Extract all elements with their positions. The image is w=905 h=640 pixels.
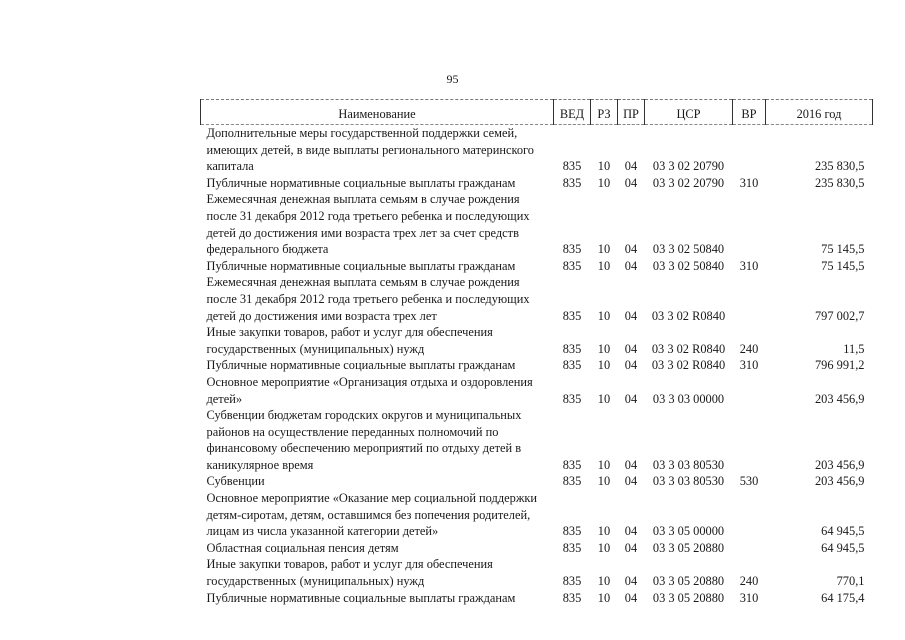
cell-vr: 240	[739, 341, 759, 356]
cell-ved: 835	[562, 391, 582, 406]
cell-rz: 10	[597, 159, 611, 174]
cell-ved: 835	[562, 574, 582, 589]
table-row	[201, 175, 873, 192]
cell-name: Ежемесячная денежная выплата семьям в случае рождения после 31 декабря 2012 года третьего ребенка и последующих детей до достижения ими возраста трех лет за счет средств федерального бюджета	[206, 192, 530, 257]
cell-ved: 835	[562, 159, 582, 174]
cell-ved: 835	[562, 358, 582, 373]
table-body	[201, 125, 873, 607]
cell-rz: 10	[597, 358, 611, 373]
cell-csr: 03 3 02 50840	[652, 258, 725, 273]
cell-csr: 03 3 02 R0840	[651, 308, 726, 323]
budget-table	[200, 99, 873, 606]
cell-name: Областная социальная пенсия детям	[206, 540, 399, 555]
cell-csr: 03 3 02 R0840	[651, 341, 726, 356]
cell-sum: 64 175,4	[821, 590, 865, 605]
cell-pr: 04	[624, 524, 638, 539]
cell-ved: 835	[562, 258, 582, 273]
header-csr: ЦСР	[645, 100, 733, 125]
table-row	[201, 556, 873, 589]
cell-vr: 240	[739, 574, 759, 589]
cell-vr: 310	[739, 590, 759, 605]
cell-ved: 835	[562, 457, 582, 472]
cell-rz: 10	[597, 540, 611, 555]
cell-sum: 203 456,9	[814, 474, 865, 489]
cell-vr: 310	[739, 175, 759, 190]
cell-name: Субвенции бюджетам городских округов и муниципальных районов на осуществление переданных полномочий по финансовому обеспечению мероприятий по отдыху детей в каникулярное время	[206, 408, 522, 472]
cell-sum: 797 002,7	[814, 308, 865, 323]
cell-ved: 835	[562, 341, 582, 356]
table-row	[201, 374, 873, 407]
cell-rz: 10	[597, 474, 611, 489]
cell-ved: 835	[562, 524, 582, 539]
cell-vr	[733, 490, 766, 540]
cell-ved: 835	[562, 175, 582, 190]
cell-sum: 203 456,9	[814, 457, 865, 472]
cell-pr: 04	[624, 540, 638, 555]
cell-name: Ежемесячная денежная выплата семьям в случае рождения после 31 декабря 2012 года третьего ребенка и последующих детей до достижения ими возраста трех лет	[206, 275, 530, 323]
cell-rz: 10	[597, 391, 611, 406]
cell-vr	[733, 540, 766, 557]
cell-pr: 04	[624, 242, 638, 257]
cell-csr: 03 3 05 20880	[652, 540, 725, 555]
cell-name: Иные закупки товаров, работ и услуг для обеспечения государственных (муниципальных) нужд	[206, 325, 493, 356]
cell-name: Дополнительные меры государственной поддержки семей, имеющих детей, в виде выплаты регионального материнского капитала	[206, 126, 535, 174]
cell-pr: 04	[624, 474, 638, 489]
table-row	[201, 191, 873, 257]
cell-name: Субвенции	[206, 474, 265, 489]
cell-rz: 10	[597, 574, 611, 589]
cell-ved: 835	[562, 540, 582, 555]
header-pr: ПР	[618, 100, 645, 125]
cell-name: Публичные нормативные социальные выплаты гражданам	[206, 590, 516, 605]
cell-ved: 835	[562, 308, 582, 323]
cell-csr: 03 3 05 00000	[652, 524, 725, 539]
cell-vr	[733, 374, 766, 407]
cell-vr	[733, 191, 766, 257]
cell-rz: 10	[597, 524, 611, 539]
table-row	[201, 258, 873, 275]
page-number: 95	[446, 72, 459, 86]
table-row	[201, 540, 873, 557]
cell-vr	[733, 125, 766, 175]
cell-vr	[733, 407, 766, 473]
header-ved: ВЕД	[554, 100, 591, 125]
cell-name: Публичные нормативные социальные выплаты гражданам	[206, 175, 516, 190]
table-row	[201, 473, 873, 490]
cell-rz: 10	[597, 341, 611, 356]
cell-rz: 10	[597, 258, 611, 273]
cell-sum: 235 830,5	[814, 175, 865, 190]
cell-vr: 310	[739, 358, 759, 373]
cell-pr: 04	[624, 308, 638, 323]
cell-vr	[733, 274, 766, 324]
cell-rz: 10	[597, 308, 611, 323]
cell-rz: 10	[597, 175, 611, 190]
cell-csr: 03 3 05 20880	[652, 574, 725, 589]
cell-sum: 11,5	[843, 341, 865, 356]
cell-sum: 75 145,5	[821, 258, 865, 273]
header-rz: РЗ	[591, 100, 618, 125]
cell-sum: 796 991,2	[814, 358, 865, 373]
cell-sum: 64 945,5	[821, 540, 865, 555]
cell-rz: 10	[597, 457, 611, 472]
cell-vr: 310	[739, 258, 759, 273]
cell-sum: 235 830,5	[814, 159, 865, 174]
table-row	[201, 324, 873, 357]
cell-name: Публичные нормативные социальные выплаты гражданам	[206, 258, 516, 273]
cell-sum: 203 456,9	[814, 391, 865, 406]
cell-name: Основное мероприятие «Организация отдыха и оздоровления детей»	[206, 374, 533, 406]
cell-csr: 03 3 02 50840	[652, 242, 725, 257]
table-row	[201, 357, 873, 374]
table-row	[201, 125, 873, 175]
cell-pr: 04	[624, 358, 638, 373]
cell-pr: 04	[624, 391, 638, 406]
cell-pr: 04	[624, 457, 638, 472]
cell-csr: 03 3 03 80530	[652, 457, 725, 472]
cell-csr: 03 3 02 20790	[652, 175, 725, 190]
cell-name: Публичные нормативные социальные выплаты гражданам	[206, 358, 516, 373]
cell-sum: 64 945,5	[821, 524, 865, 539]
cell-ved: 835	[562, 242, 582, 257]
cell-name: Основное мероприятие «Оказание мер социальной поддержки детям-сиротам, детям, оставшимся без попечения родителей, лицам из числа указанной категории детей»	[206, 491, 538, 539]
cell-csr: 03 3 02 R0840	[651, 358, 726, 373]
table-row	[201, 274, 873, 324]
cell-rz: 10	[597, 590, 611, 605]
cell-pr: 04	[624, 341, 638, 356]
cell-pr: 04	[624, 258, 638, 273]
table-row	[201, 407, 873, 473]
cell-pr: 04	[624, 175, 638, 190]
cell-csr: 03 3 05 20880	[652, 590, 725, 605]
cell-pr: 04	[624, 574, 638, 589]
cell-sum: 75 145,5	[821, 242, 865, 257]
cell-vr: 530	[739, 474, 759, 489]
cell-csr: 03 3 03 80530	[652, 474, 725, 489]
cell-pr: 04	[624, 159, 638, 174]
header-vr: ВР	[733, 100, 766, 125]
cell-rz: 10	[597, 242, 611, 257]
cell-ved: 835	[562, 474, 582, 489]
table-header-row	[201, 100, 873, 125]
cell-sum: 770,1	[836, 574, 865, 589]
header-sum: 2016 год	[766, 100, 873, 125]
table-row	[201, 590, 873, 607]
cell-csr: 03 3 03 00000	[652, 391, 725, 406]
cell-csr: 03 3 02 20790	[652, 159, 725, 174]
cell-ved: 835	[562, 590, 582, 605]
cell-name: Иные закупки товаров, работ и услуг для обеспечения государственных (муниципальных) нужд	[206, 557, 493, 589]
header-name: Наименование	[201, 100, 554, 125]
table-row	[201, 490, 873, 540]
cell-pr: 04	[624, 590, 638, 605]
